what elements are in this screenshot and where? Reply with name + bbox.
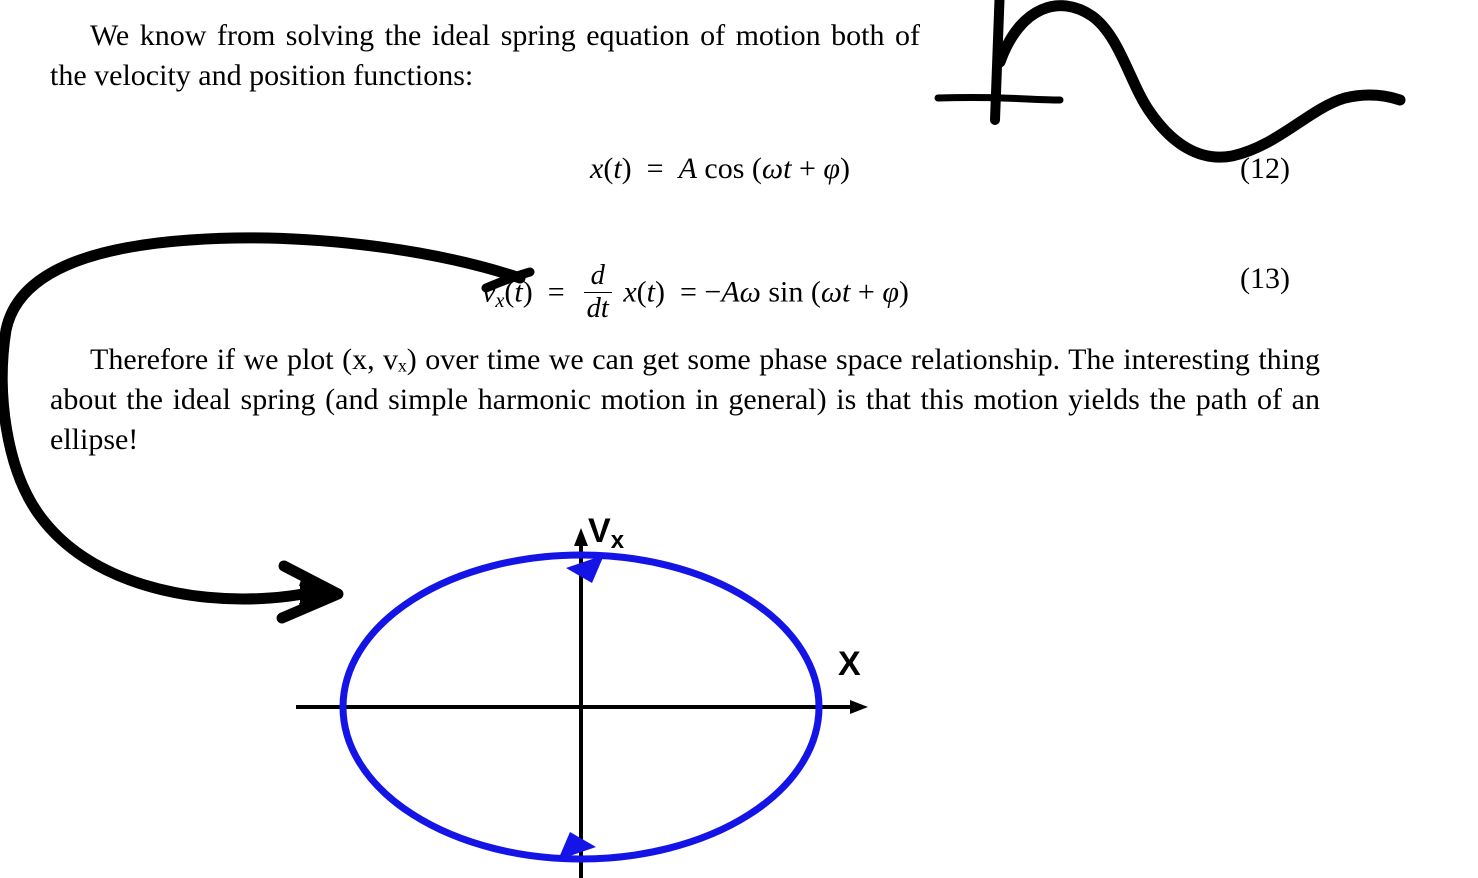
- paragraph-phase-space-text: Therefore if we plot (x, vₓ) over time we can get some phase space relationship. The interesting thing about the ideal spring (and simple harmonic motion in general) is that this motion yields the path of an ellipse!: [50, 343, 1320, 456]
- paragraph-phase-space: [50, 340, 1320, 460]
- equation-12: x(t) = A cos (ωt + φ): [590, 152, 850, 185]
- equation-12-number: (12): [1240, 152, 1290, 185]
- equation-13: $v_x(t)$ = $\frac{d}{dt}$ x(t) = −Aω sin (ωt + φ): [482, 260, 909, 324]
- paragraph-intro-text: We know from solving the ideal spring equation of motion both of the velocity and position functions:: [50, 19, 920, 92]
- derivative-fraction: $\frac{d}{dt}$: [584, 260, 612, 325]
- paragraph-intro: [50, 16, 920, 96]
- eq12-lhs: x: [590, 152, 604, 185]
- equation-13-number: (13): [1240, 262, 1290, 295]
- axis-label-horizontal: X: [838, 645, 861, 683]
- axis-label-vertical: Vx: [588, 512, 625, 554]
- hand-drawn-sine-icon: [938, 0, 1400, 157]
